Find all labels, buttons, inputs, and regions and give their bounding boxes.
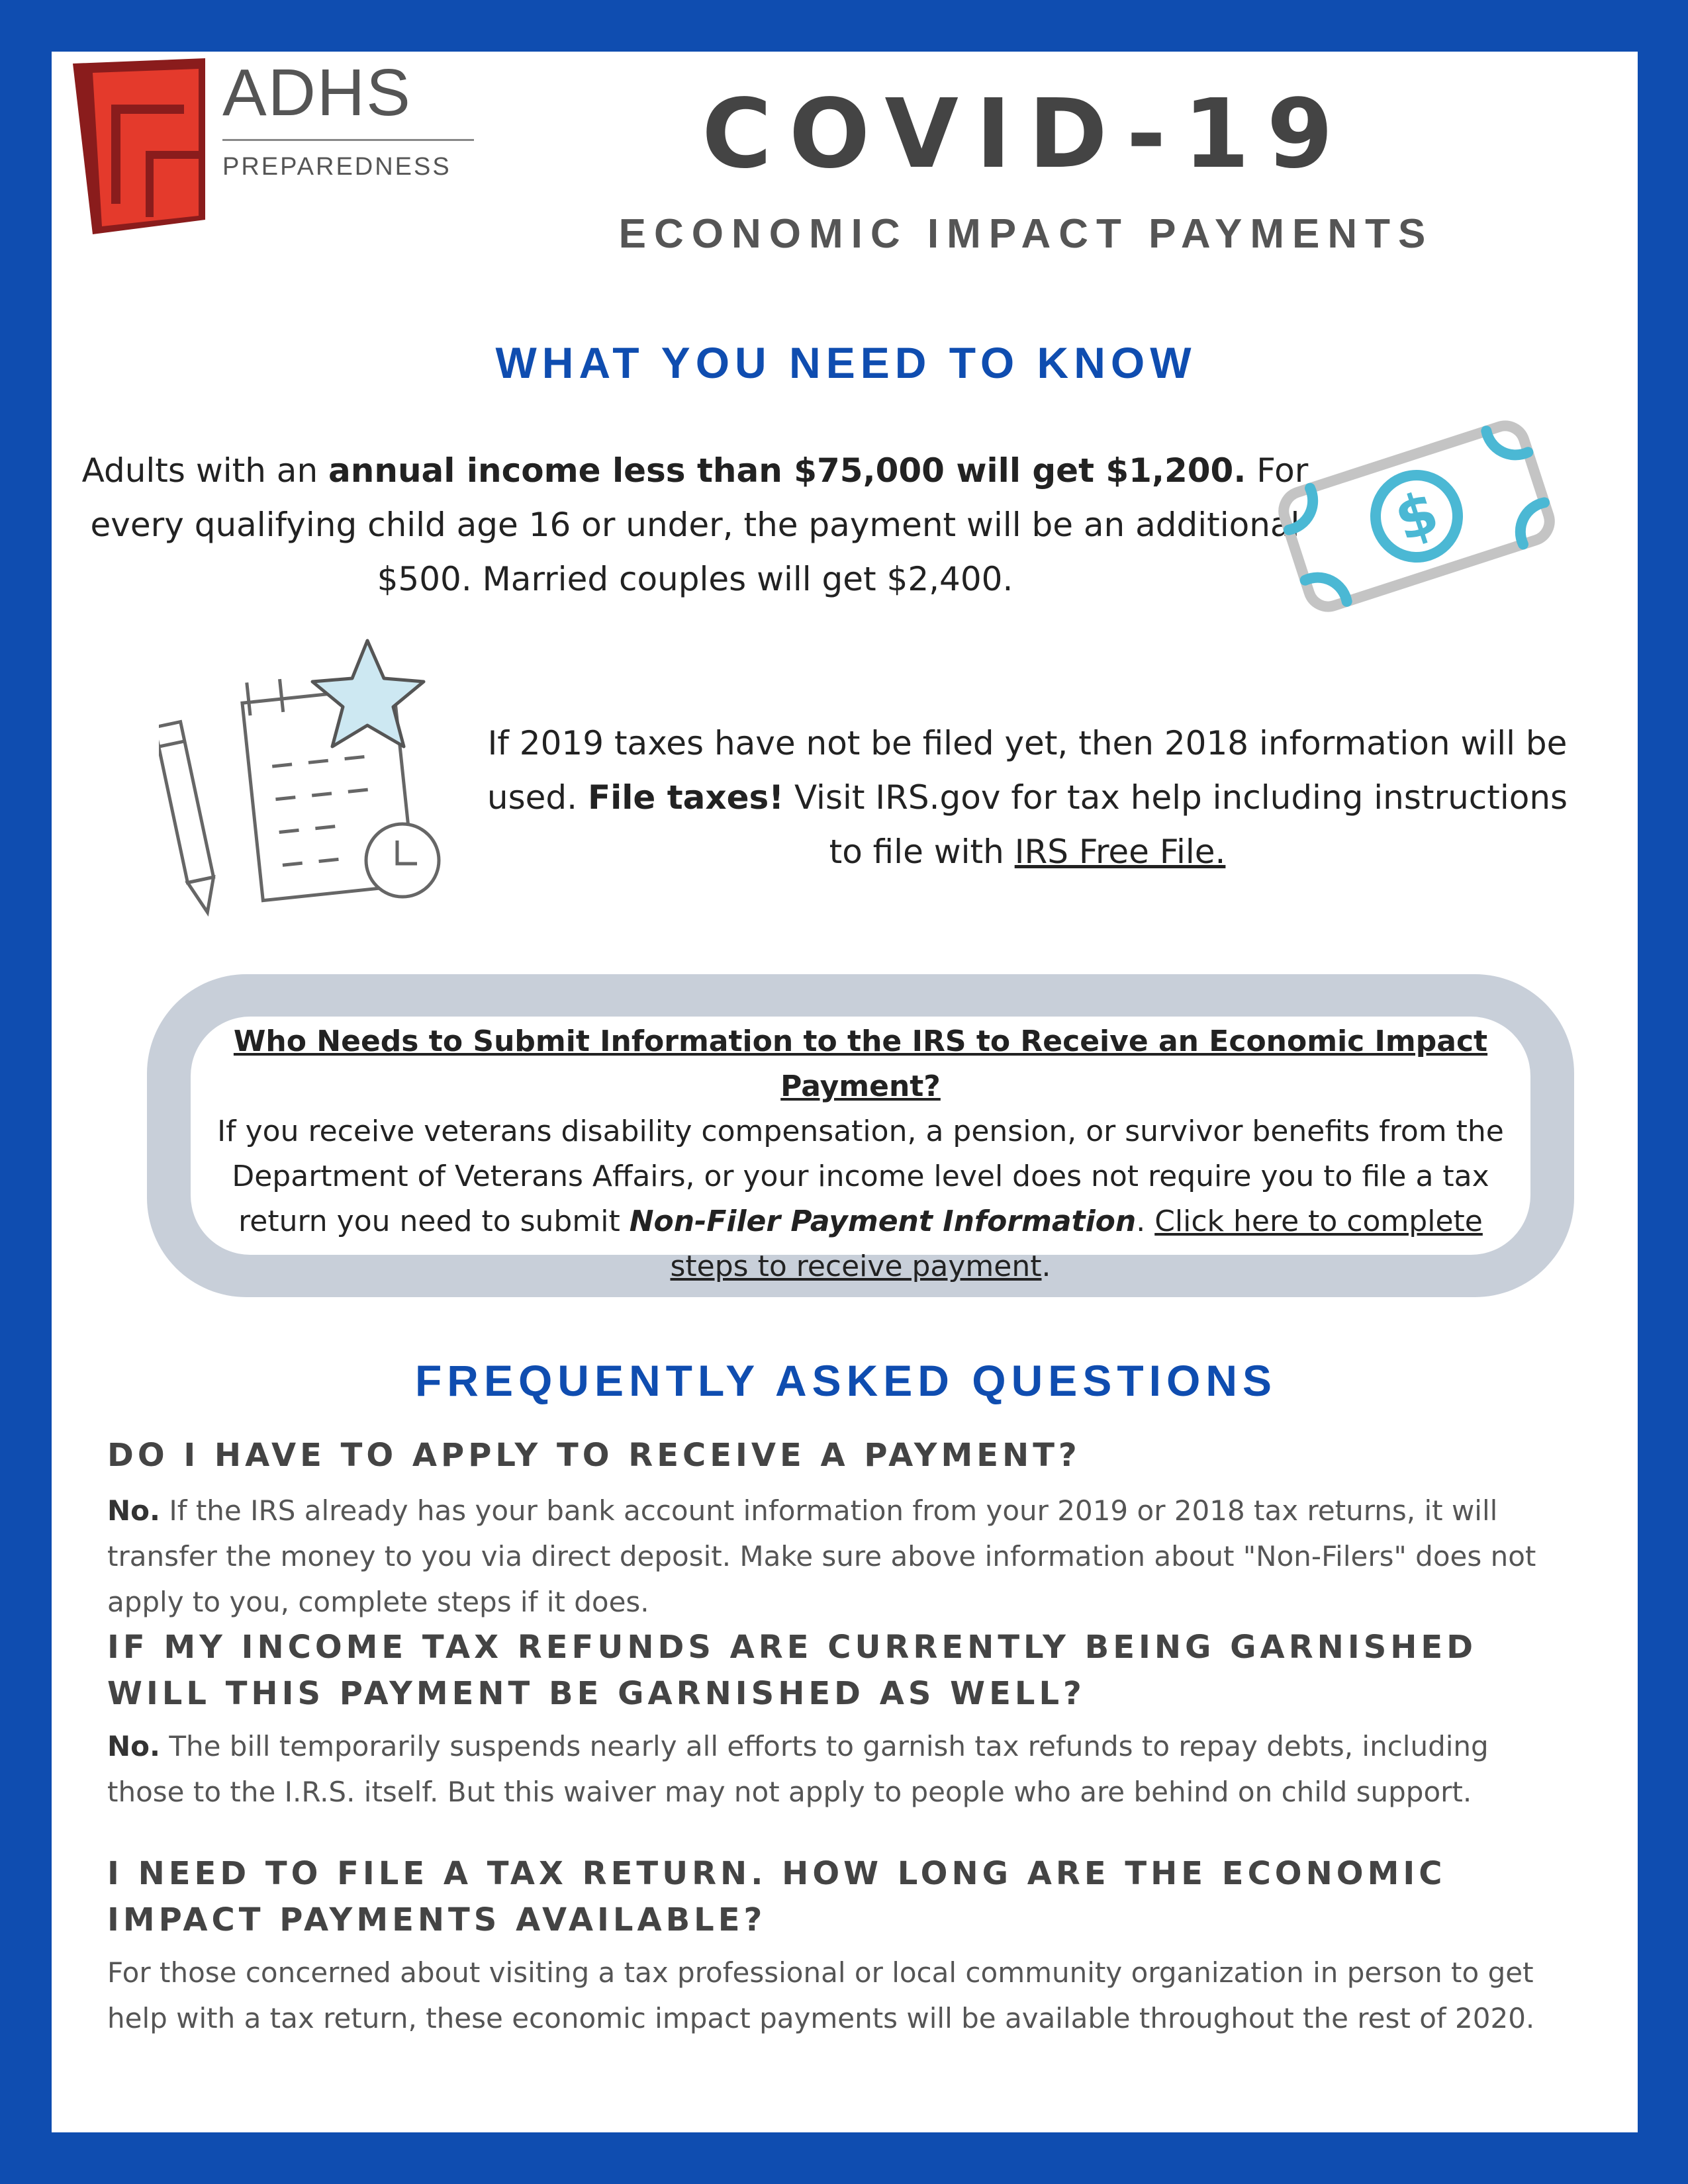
section-heading-know: WHAT YOU NEED TO KNOW xyxy=(495,338,1197,387)
faq-answer-1-bold: No. xyxy=(107,1494,160,1527)
section-heading-faq: FREQUENTLY ASKED QUESTIONS xyxy=(414,1356,1278,1405)
faq-question-2: IF MY INCOME TAX REFUNDS ARE CURRENTLY BEING GARNISHED WILL THIS PAYMENT BE GARNISHED AS WELL? xyxy=(107,1629,1477,1712)
svg-text:$: $ xyxy=(1386,477,1446,555)
callout-body-prefix: If you receive veterans disability compensation, a pension, or survivor benefits from the Department of Veterans Affairs, or your income level does not require you to file a tax return you need to submit xyxy=(217,1115,1504,1238)
p2-bold: File taxes! xyxy=(587,778,784,817)
complete-steps-link[interactable]: Click here to complete steps to receive payment xyxy=(670,1205,1483,1283)
faq-answer-1 xyxy=(107,1488,1564,1625)
dollar-bill-icon xyxy=(1271,410,1562,622)
p2-prefix: If 2019 taxes have not be filed yet, then 2018 information will be used. xyxy=(487,724,1568,817)
callout-title: Who Needs to Submit Information to the IRS to Receive an Economic Impact Payment? xyxy=(233,1024,1488,1103)
page-subtitle: ECONOMIC IMPACT PAYMENTS xyxy=(618,211,1434,257)
logo-subtitle: PREPAREDNESS xyxy=(222,153,451,181)
file-taxes-paragraph xyxy=(471,716,1583,879)
page-title: COVID-19 xyxy=(702,78,1350,189)
p1-bold: annual income less than $75,000 will get $1,200. xyxy=(328,451,1246,490)
faq-answer-2-bold: No. xyxy=(107,1730,160,1762)
faq-answer-1-text: If the IRS already has your bank account information from your 2019 or 2018 tax returns, it will transfer the money to you via direct deposit. Make sure above information about "Non-Filers" does not apply to you, complete steps if it does. xyxy=(107,1494,1536,1618)
payment-amount-paragraph xyxy=(79,443,1311,606)
p1-prefix: Adults with an xyxy=(81,451,329,490)
callout-body xyxy=(199,1109,1523,1289)
non-filer-callout-text xyxy=(199,1019,1523,1289)
faq-question-3: I NEED TO FILE A TAX RETURN. HOW LONG ARE THE ECONOMIC IMPACT PAYMENTS AVAILABLE? xyxy=(107,1855,1446,1938)
callout-emphasis: Non-Filer Payment Information xyxy=(629,1205,1137,1238)
faq-answer-2-text: The bill temporarily suspends nearly all efforts to garnish tax refunds to repay debts, including those to the I.R.S. itself. But this waiver may not apply to people who are behind on child support. xyxy=(107,1730,1489,1808)
irs-free-file-link[interactable]: IRS Free File. xyxy=(1014,833,1226,871)
faq-question-1: DO I HAVE TO APPLY TO RECEIVE A PAYMENT? xyxy=(107,1437,1081,1474)
p2-middle: Visit IRS.gov for tax help including instructions to file with xyxy=(784,778,1568,871)
faq-answer-3 xyxy=(107,1950,1564,2041)
faq-answer-3-text: For those concerned about visiting a tax professional or local community organization in person to get help with a tax return, these economic impact payments will be available throughout the rest of 2020. xyxy=(107,1956,1535,2034)
adhs-logo-icon xyxy=(73,58,205,234)
logo-name: ADHS xyxy=(222,56,412,130)
tax-checklist-icon xyxy=(159,629,450,920)
p1-suffix: For every qualifying child age 16 or under, the payment will be an additional $500. Married couples will get $2,400. xyxy=(90,451,1309,598)
callout-body-end: . xyxy=(1041,1250,1051,1283)
faq-answer-2 xyxy=(107,1723,1564,1815)
callout-body-mid: . xyxy=(1136,1205,1155,1238)
logo-wordmark xyxy=(222,56,474,181)
logo-divider xyxy=(222,139,474,141)
